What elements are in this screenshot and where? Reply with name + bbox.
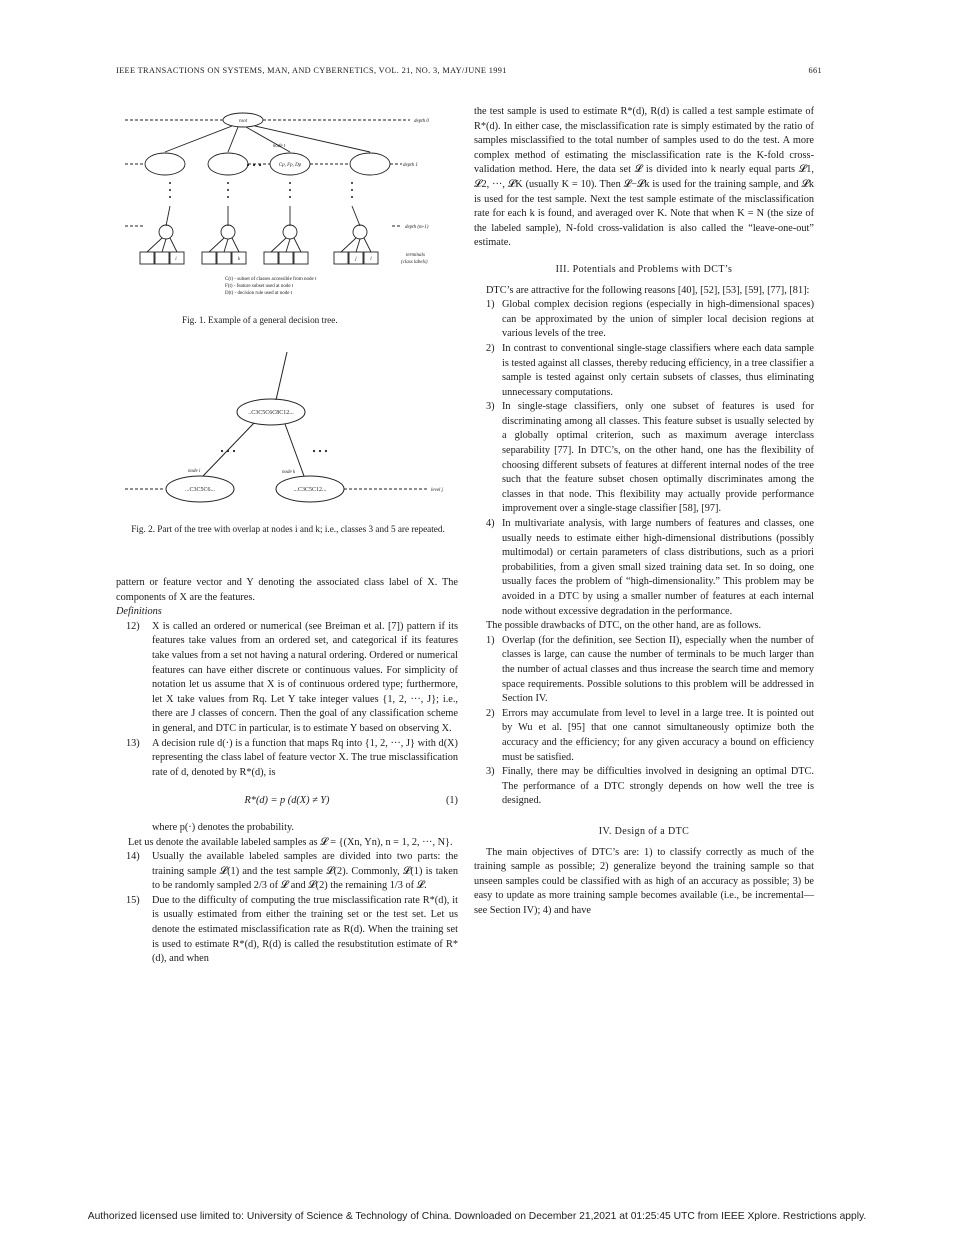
definition-13 <box>116 737 458 781</box>
definition-15-text: Due to the difficulty of computing the true misclassification rate R*(d), it is usually estimated from either the training set or the test set. Let us denote the estimated misclassification rate as R(d). When the training set is used to estimate R*(d), R(d) is called the resubstitution estimate of R*(d), and when <box>152 894 458 965</box>
where-text: where p(·) denotes the probability. <box>152 821 295 833</box>
license-footer: Authorized licensed use limited to: University of Science & Technology of China. Downloaded on December 21,2021 at 01:25:45 UTC from IEEE Xplore. Restrictions apply. <box>87 1211 867 1222</box>
equation-1 <box>116 794 458 809</box>
definition-12-number: 12) <box>126 620 140 632</box>
pro-item-text: In contrast to conventional single-stage classifiers where each data sample is tested against all classes, thereby reducing efficiency, in a tree classifier a sample is tested against only certain subsets of classes, thus eliminating unnecessary computations. <box>502 342 814 398</box>
fig1-leaf-l: l <box>370 257 372 262</box>
fig2-caption: Fig. 2. Part of the tree with overlap at nodes i and k; i.e., classes 3 and 5 are repeated. <box>131 524 445 534</box>
pro-item <box>474 400 814 517</box>
pro-item-text: In multivariate analysis, with large numbers of features and classes, one usually needs to estimate either high-dimensional distributions (possibly multimodal) or certain parameters of class distributions, such as a priori probabilities, from a given small sized training data set. In so doing, one usually faces the problem of “high-dimensionality.” This problem may be avoided in a DTC by using a smaller number of features at each internal node without excessive degradation in the performance. <box>502 518 814 617</box>
definition-14-text: Usually the available labeled samples are divided into two parts: the training sample 𝓛(1) and the test sample 𝓛(2). Commonly, 𝓛(1) is taken to be randomly sampled 2/3 of 𝓛 and 𝓛(2) the remaining 1/3 of 𝓛. <box>152 851 458 892</box>
pro-item <box>474 298 814 342</box>
pro-item-number: 1) <box>486 299 495 311</box>
fig1-depthm1-label: depth (m-1) <box>405 225 429 230</box>
fig1-node-t-label: node t <box>272 144 286 149</box>
definition-14-number: 14) <box>126 851 140 863</box>
con-item-text: Finally, there may be difficulties involved in designing an optimal DTC. The performance of a DTC strongly depends on how well the tree is designed. <box>502 766 814 807</box>
fig1-depth1-label: depth 1 <box>403 163 418 168</box>
con-item <box>474 634 814 707</box>
fig2-level-label: level j <box>431 488 444 493</box>
fig1-root-label: root <box>238 119 248 124</box>
fig1-node-cfd-label: Cp, Fp, Dp <box>278 163 302 168</box>
definition-12-text: X is called an ordered or numerical (see Breiman et al. [7]) pattern if its features take values from an ordered set, and categorical if its features take values from a set not having a natural ordering. Ordered or numerical features can have either discrete or continuous values. For simplicity of notation let us assume that X is of continuous ordered type; furthermore, let X take values from Rq. Let Y take integer values {1, 2, ···, J}; i.e., there are J classes of concern. Then the goal of any classification scheme in general, and DTC in particular, is to estimate Y based on observing X. <box>152 620 458 734</box>
definition-15-number: 15) <box>126 894 140 906</box>
fig2-top-node-label: ..C3C5C6C8C12... <box>248 410 294 416</box>
fig1-depth0-label: depth 0 <box>414 119 429 124</box>
section-3-heading: III. Potentials and Problems with DCT’s <box>555 263 733 275</box>
con-item-text: Errors may accumulate from level to level in a large tree. It is pointed out by Wu et al. [95] that one cannot simultaneously optimize both the accuracy and the efficiency; for any given accuracy a bound on efficiency must be satisfied. <box>502 707 814 763</box>
con-item-text: Overlap (for the definition, see Section II), especially when the number of classes is large, can cause the number of terminals to be much larger than the number of actual classes and thus increase the search time and memory space requirements. Possible solutions to this problem will be addressed in Section IV. <box>502 634 814 705</box>
definition-12 <box>116 620 458 737</box>
fig2-node-i-label: node i <box>188 469 201 474</box>
fig1-terminals-label: terminals <box>406 253 425 258</box>
section-4-heading: IV. Design of a DTC <box>598 825 690 837</box>
journal-title: IEEE TRANSACTIONS ON SYSTEMS, MAN, AND CYBERNETICS, VOL. 21, NO. 3, MAY/JUNE 1991 <box>116 66 507 75</box>
pro-item-number: 4) <box>486 518 495 530</box>
page-number: 661 <box>808 66 822 75</box>
equation-1-body: R*(d) = p (d(X) ≠ Y) <box>244 795 330 807</box>
labeled-samples-text: Let us denote the available labeled samples as 𝓛 = {(Xn, Yn), n = 1, 2, ···, N}. <box>128 836 453 848</box>
con-item <box>474 765 814 809</box>
con-item <box>474 707 814 765</box>
definition-13-number: 13) <box>126 737 140 749</box>
fig2-right-leaf-label: ...C3C5C12... <box>293 487 327 493</box>
right-column <box>474 105 814 918</box>
pro-item <box>474 517 814 619</box>
con-item-number: 2) <box>486 707 495 719</box>
definition-13-text: A decision rule d(·) is a function that maps Rq into {1, 2, ···, J} with d(X) representing the class label of feature vector X. The true misclassification rate of d, denoted by R*(d), is <box>152 737 458 778</box>
definitions-heading: Definitions <box>116 606 162 618</box>
fig1-caption: Fig. 1. Example of a general decision tree. <box>182 315 338 325</box>
fig1-decision-tree <box>120 108 460 308</box>
pro-item <box>474 342 814 400</box>
fig1-leaf-j: j <box>355 257 357 262</box>
pro-item-number: 3) <box>486 401 495 413</box>
fig2-left-leaf-label: ...C3C5C6... <box>184 487 216 493</box>
pro-item-text: Global complex decision regions (especially in high-dimensional spaces) can be approximated by the union of simpler local decision regions at various levels of the tree. <box>502 299 814 340</box>
definition-15 <box>116 894 458 967</box>
pro-item-number: 2) <box>486 342 495 354</box>
fig1-legend-c: C(t) - subset of classes accessible from node t <box>225 277 317 282</box>
fig1-legend-f: F(t) - feature subset used at node t <box>225 284 294 289</box>
pro-item-text: In single-stage classifiers, only one subset of features is used for discriminating among all classes. This feature subset is usually selected by a globally optimal criterion, such as maximum average interclass separability [77]. In DTC’s, on the other hand, one has the flexibility of choosing different subsets of features at different internal nodes of the tree such that the feature subset chosen optimally discriminates among the classes in that node. This flexibility may actually provide performance improvement over a single-stage classifier [58], [97]. <box>502 401 814 515</box>
section-4-paragraph: The main objectives of DTC’s are: 1) to classify correctly as much of the training sample as possible; 2) generalize beyond the training sample so that unseen samples could be classified with as high of an accuracy as possible; 3) be easy to update as more training sample becomes available (i.e., be incremental—see Section IV); 4) and have <box>474 846 814 916</box>
left-column <box>116 576 458 967</box>
fig2-node-k-label: node k <box>282 470 296 475</box>
fig1-class-labels-label: (class labels) <box>401 260 428 265</box>
right-paragraph-1: the test sample is used to estimate R*(d), R(d) is called a test sample estimate of R*(d). In either case, the misclassification rate is simply estimated by the ratio of samples misclassified to the total number of samples used to do the test. A more complex method of estimating the misclassification rate is the K-fold cross-validation method. Here, the data set 𝓛 is divided into k nearly equal parts 𝓛1, 𝓛2, ···, 𝓛K (usually K = 10). Then 𝓛−𝓛k is used for the training sample, and 𝓛k is used for the test sample. Next the test sample estimate of the misclassification rate for each k is found, and averaged over K. Note that when K = N (the size of the labeled sample), N-fold cross-validation is also called the “leave-one-out” estimate. <box>474 106 814 249</box>
con-item-number: 1) <box>486 634 495 646</box>
section-3-intro: DTC’s are attractive for the following reasons [40], [52], [53], [59], [77], [81]: <box>486 284 810 296</box>
con-item-number: 3) <box>486 766 495 778</box>
left-paragraph-1: pattern or feature vector and Y denoting the associated class label of X. The components of X are the features. <box>116 577 458 603</box>
fig1-leaf-i: i <box>175 257 177 262</box>
fig1-leaf-k: k <box>237 257 241 262</box>
fig2-overlap-tree <box>120 352 460 512</box>
drawbacks-intro: The possible drawbacks of DTC, on the other hand, are as follows. <box>486 620 762 632</box>
definition-14 <box>116 850 458 894</box>
fig1-legend-d: D(t) - decision rule used at node t <box>225 291 293 296</box>
equation-1-number: (1) <box>445 795 458 807</box>
